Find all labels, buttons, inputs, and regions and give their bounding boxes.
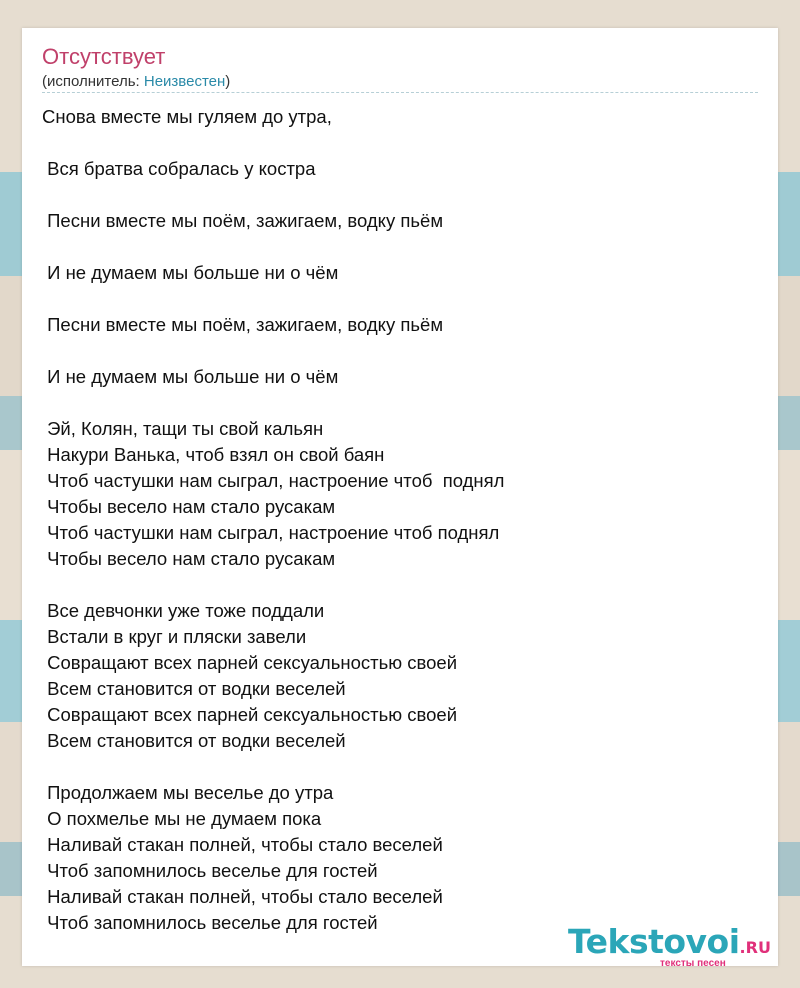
lyrics-line: Чтобы весело нам стало русакам	[42, 548, 336, 569]
lyrics-line: Совращают всех парней сексуальностью своей	[42, 652, 458, 673]
lyrics-line: Эй, Колян, тащи ты свой кальян	[42, 418, 324, 439]
lyrics-blank-line	[42, 182, 758, 208]
logo-tld: .RU	[739, 938, 771, 957]
lyrics-line: Вся братва собралась у костра	[42, 158, 316, 179]
lyrics-line: Чтоб частушки нам сыграл, настроение чтоб поднял	[42, 470, 505, 491]
logo-main-text: Tekstovoi	[568, 922, 740, 961]
lyrics-line: Наливай стакан полней, чтобы стало веселей	[42, 834, 443, 855]
title-divider	[42, 92, 758, 93]
lyrics-line: Накури Ванька, чтоб взял он свой баян	[42, 444, 385, 465]
lyrics-blank-line	[42, 338, 758, 364]
lyrics-card	[22, 28, 778, 966]
site-logo[interactable]	[568, 922, 771, 972]
lyrics-blank-line	[42, 572, 758, 598]
lyrics-blank-line	[42, 130, 758, 156]
lyrics-line: Песни вместе мы поём, зажигаем, водку пьём	[42, 210, 444, 231]
lyrics-line: Все девчонки уже тоже поддали	[42, 600, 325, 621]
artist-line	[42, 73, 230, 90]
lyrics-line: Совращают всех парней сексуальностью своей	[42, 704, 458, 725]
lyrics-text	[42, 104, 758, 936]
lyrics-line: Снова вместе мы гуляем до утра,	[42, 106, 332, 127]
lyrics-line: Наливай стакан полней, чтобы стало веселей	[42, 886, 443, 907]
lyrics-blank-line	[42, 390, 758, 416]
lyrics-line: Всем становится от водки веселей	[42, 730, 346, 751]
artist-prefix: (исполнитель:	[42, 73, 144, 90]
lyrics-line: Чтоб запомнилось веселье для гостей	[42, 912, 378, 933]
lyrics-blank-line	[42, 754, 758, 780]
lyrics-blank-line	[42, 234, 758, 260]
lyrics-line: Чтоб запомнилось веселье для гостей	[42, 860, 378, 881]
artist-link[interactable]: Неизвестен	[143, 73, 226, 90]
lyrics-line: О похмелье мы не думаем пока	[42, 808, 322, 829]
lyrics-blank-line	[42, 286, 758, 312]
lyrics-line: И не думаем мы больше ни о чём	[42, 366, 339, 387]
lyrics-line: Чтобы весело нам стало русакам	[42, 496, 336, 517]
lyrics-line: Всем становится от водки веселей	[42, 678, 346, 699]
lyrics-line: Чтоб частушки нам сыграл, настроение чтоб поднял	[42, 522, 500, 543]
artist-suffix: )	[225, 73, 231, 90]
song-title: Отсутствует	[42, 44, 166, 69]
lyrics-line: Песни вместе мы поём, зажигаем, водку пьём	[42, 314, 444, 335]
lyrics-line: Встали в круг и пляски завели	[42, 626, 307, 647]
lyrics-line: Продолжаем мы веселье до утра	[42, 782, 334, 803]
logo-subtitle: тексты песен	[660, 958, 726, 969]
lyrics-line: И не думаем мы больше ни о чём	[42, 262, 339, 283]
